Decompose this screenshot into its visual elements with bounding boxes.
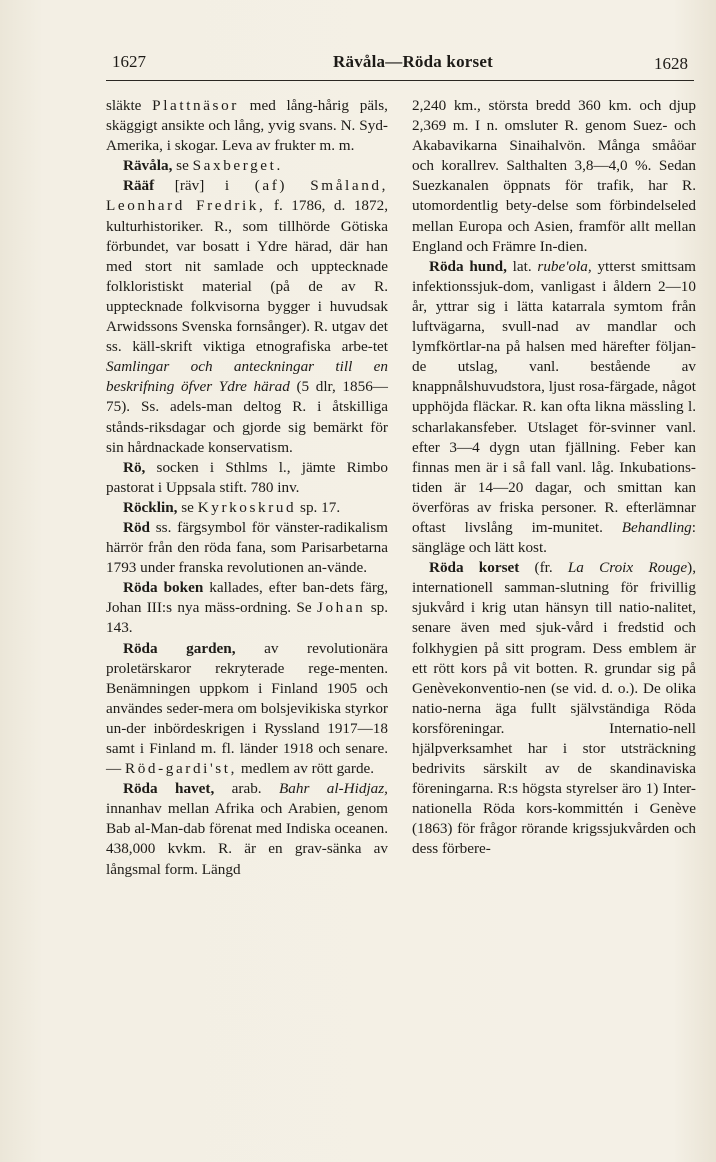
header-rule (106, 80, 694, 81)
entry-text: medlem av rött garde. (237, 760, 375, 778)
entry-text: av revolutionära proletärskaror rekryterade rege-menten. Benämningen uppkom i Finland 1905 och användes seder-mera om bolsjevikiska styrkor un-der inbördeskrigen i Ryssland 1917—18 samt i Finland m. fl. länder 1918 och senare. — (106, 639, 388, 778)
right-column (412, 96, 696, 860)
entry-text: ), internationell samman-slutning för frivillig sjukvård i krig utan hänsyn till natio-nalitet, senare även med sjuk-vård i fredstid och folkhygien på sitt program. Dess emblem är ett rött kors på vit botten. R. grundar sig på Genèvekonventio-nen (se vid. d. o.). De olika natio-nerna äga fullt självständiga Röda korsföreningar. Internatio-nell hjälpverksamhet har i stor utsträckning bedrivits särskilt av de skandinaviska föreningarna. R:s högsta styrelser äro 1) Inter-nationella Röda kors-kommittén i Genève (1863) för frågor rörande krigssjukvården och dess förbere- (412, 559, 697, 858)
dictionary-entry (106, 518, 388, 578)
entry-text: : sängläge och lätt kost. (412, 518, 696, 557)
entry-text: . (276, 157, 281, 175)
page-header (104, 52, 696, 82)
entry-text: socken i Sthlms l., jämte Rimbo pastorat i Uppsala stift. 780 inv. (106, 458, 388, 496)
dictionary-entry (106, 176, 388, 457)
entry-text: Leonhard Fredrik, (106, 197, 266, 215)
dictionary-entry (106, 498, 388, 518)
entry-text: sp. 17. (296, 498, 341, 516)
entry-text: se (172, 157, 193, 175)
entry-headword: Röda korset (429, 559, 520, 577)
entry-headword: Röda boken (123, 579, 204, 597)
entry-text: släkte (106, 97, 153, 114)
entry-text: Kyrkoskrud (197, 498, 297, 516)
entry-text: Plattnäsor (152, 97, 239, 114)
entry-headword: Röda havet, (123, 780, 215, 798)
entry-headword: Röda hund, (429, 257, 507, 275)
entry-headword: Rö, (123, 458, 146, 476)
entry-text: Samlingar och anteckningar till en beskrifning öfver Ydre härad (106, 358, 388, 396)
entry-text: f. 1786, d. 1872, kulturhistoriker. R., som tillhörde Götiska förbundet, var bosatt i Ydre härad, där han med stort nit samlade och upptecknade folkloristiskt material (på de av R. upptecknade folkvisorna bygger i huvudsak Arwidssons Svenska fornsånger). R. utgav det ss. käll-skrift viktiga etnografiska arbe-tet (106, 197, 388, 356)
entry-text: se (177, 498, 198, 516)
entry-headword: Röcklin, (123, 498, 178, 516)
page-number-left: 1627 (112, 52, 146, 71)
dictionary-entry (106, 779, 388, 879)
entry-text: Röd-gardi'st, (124, 760, 238, 778)
dictionary-entry (412, 257, 696, 558)
dictionary-entry (106, 156, 388, 176)
entry-text: ytterst smittsam infektionssjuk-dom, vanligast i åldern 2—10 år, yttrar sig i lätta katarrala symtom från luftvägarna, svull-nad av mandlar och lymfkörtlar-na på halsen med härefter följan-de utslag, vanl. bestående av knappnålshuvudstora, ljust rosa-färgade, något upphöjda fläckar. R. kan ofta likna mässling l. scharlakansfeber. Utslaget för-svinner vanl. efter 3—4 dygn utan fjällning. Feber kan finnas men är i så fall vanl. låg. Inkubations-tiden är 14—20 dagar, och smittan kan överföras av friska personer. R. efterlämnar oftast livslång im-munitet. (412, 257, 696, 536)
dictionary-entry (412, 558, 696, 859)
entry-text: (fr. (519, 559, 568, 577)
entry-text: med lång-hårig päls, skäggigt ansikte och lång, yvig svans. N. Syd-Amerika, i skogar. Leva av frukter m. m. (106, 97, 388, 155)
entry-text: lat. (506, 257, 538, 275)
entry-text: Saxberget (192, 157, 277, 175)
entry-text: arab. (214, 780, 280, 798)
entry-text: (5 dlr, 1856—75). Ss. adels-man deltog R. i åtskilliga stånds-riksdagar och gjorde sig bemärkt för sin hårdnackade konservatism. (106, 378, 388, 456)
left-column (106, 96, 388, 880)
entry-text: kallades, efter ban-dets färg, Johan III:s nya mäss-ordning. Se (106, 579, 388, 617)
continued-paragraph (106, 96, 388, 156)
entry-text: rube'ola, (537, 257, 592, 275)
running-title: Rävåla—Röda korset (333, 52, 493, 71)
continued-paragraph (412, 96, 696, 257)
entry-headword: Rääf (123, 177, 155, 195)
entry-text: [räv] (154, 177, 225, 195)
entry-text: 2,240 km., största bredd 360 km. och djup 2,369 m. I n. omsluter R. genom Suez- och Akabavikarna Sinaihalvön. Många småöar och korallrev. Salthalten 3,8—4,0 %. Sedan Suezkanalen öppnats för trafik, har R. utomordentlig bety-delse som förbindelseled mellan Europa och Asien, framför allt mellan England och Främre In-dien. (412, 97, 696, 255)
entry-text: i (af) Småland, (224, 177, 388, 195)
entry-headword: Rävåla, (123, 157, 173, 175)
entry-text: ss. färgsymbol för vänster-radikalism härrör från den röda fana, som Parisarbetarna 1793 under franska revolutionen an-vände. (106, 518, 388, 577)
entry-text: La Croix Rouge (567, 559, 688, 577)
dictionary-entry (106, 458, 388, 498)
entry-headword: Röda garden, (123, 639, 236, 657)
entry-text: sp. 143. (106, 599, 388, 637)
entry-text: innanhav mellan Afrika och Arabien, genom Bab al-Man-dab förenat med Indiska oceanen. 438,000 kvkm. R. är en grav-sänka av långsmal form. Längd (106, 800, 388, 878)
entry-text: Behandling (621, 518, 692, 536)
dictionary-entry (106, 578, 388, 638)
page-number-right: 1628 (654, 54, 688, 73)
entry-text: Johan (316, 599, 366, 617)
entry-headword: Röd (123, 518, 151, 536)
entry-text: Bahr al-Hidjaz, (279, 780, 388, 798)
dictionary-entry (106, 639, 388, 780)
